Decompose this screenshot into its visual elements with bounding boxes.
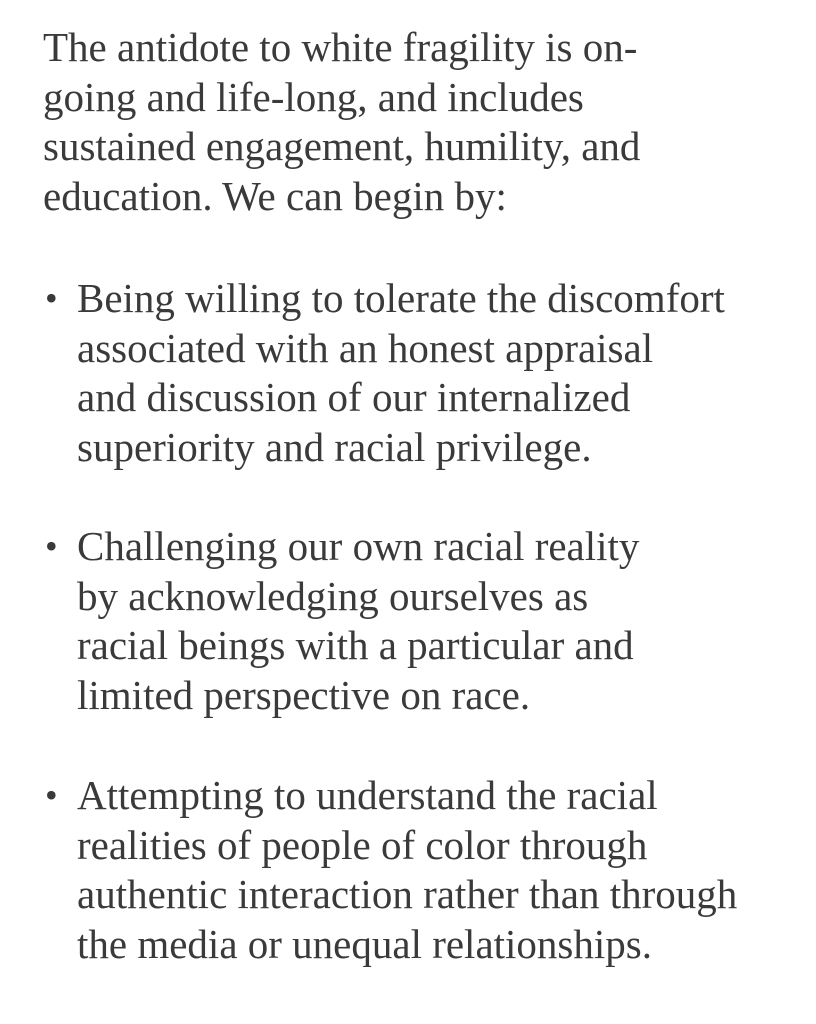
list-item-line: superiority and racial privilege.: [77, 423, 592, 470]
list-item-line: realities of people of color through: [77, 821, 648, 868]
list-item-line: and discussion of our internalized: [77, 374, 631, 420]
intro-line: The antidote to white fragility is on-: [43, 24, 638, 70]
intro-line: sustained engagement, humility, and: [43, 123, 641, 169]
intro-paragraph: [43, 23, 640, 221]
list-item-text: [77, 274, 725, 472]
list-item-line: Being willing to tolerate the discomfort: [77, 275, 725, 321]
intro-line: going and life-long, and includes: [43, 73, 584, 120]
bullet-icon: •: [45, 278, 58, 318]
intro-line: education. We can begin by:: [43, 172, 507, 219]
list-item-line: limited perspective on race.: [77, 671, 531, 718]
list-item-text: [77, 522, 639, 720]
list-item-line: racial beings with a particular and: [77, 622, 634, 668]
list-item-line: Challenging our own racial reality: [77, 523, 640, 569]
bullet-icon: •: [45, 775, 58, 815]
list-item-line: associated with an honest appraisal: [77, 324, 654, 371]
bullet-icon: •: [45, 526, 58, 566]
list-item-line: the media or unequal relationships.: [77, 920, 652, 967]
list-item-line: by acknowledging ourselves as: [77, 572, 589, 619]
list-item-line: Attempting to understand the racial: [77, 772, 658, 818]
list-item-text: [77, 771, 737, 969]
list-item-line: authentic interaction rather than through: [77, 871, 738, 917]
